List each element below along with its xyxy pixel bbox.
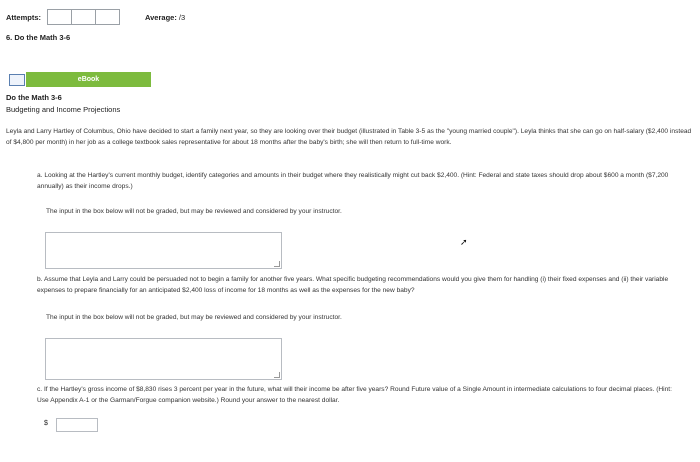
attempt-box bbox=[71, 9, 96, 25]
mouse-cursor-icon: ➚ bbox=[460, 237, 468, 247]
section-subtitle: Budgeting and Income Projections bbox=[6, 105, 121, 114]
average-label: Average: bbox=[145, 13, 177, 22]
part-a-note: The input in the box below will not be graded, but may be reviewed and considered by your instructor. bbox=[46, 208, 342, 215]
part-a-question: a. Looking at the Hartley's current monthly budget, identify categories and amounts in their budget where they realistically might cut back $2,400. (Hint: Federal and state taxes should drop about $600 a month ($7,200 annually) as their income drops.) bbox=[37, 172, 669, 190]
part-b-question: b. Assume that Leyla and Larry could be persuaded not to begin a family for another five years. What specific budgeting recommendations would you give them for handling (i) their fixed expenses and (ii) their variable expenses to prepare financially for an anticipated $2,400 loss of income for 18 months as well as the expenses for the new baby? bbox=[37, 276, 669, 294]
question-title: 6. Do the Math 3-6 bbox=[6, 33, 71, 42]
problem-intro: Leyla and Larry Hartley of Columbus, Ohio have decided to start a family next year, so they are looking over their budget (illustrated in Table 3-5 as the "young married couple"). Leyla thinks that she can go on half-salary ($2,400 instead of $4,800 per month) in her job as a college textbook sales representative for about 18 months after the baby's birth; she will then return to full-time work. bbox=[6, 128, 692, 146]
ebook-button[interactable]: eBook bbox=[26, 72, 151, 87]
resize-handle-icon[interactable] bbox=[274, 372, 280, 378]
attempt-box bbox=[95, 9, 120, 25]
average-score bbox=[145, 13, 185, 22]
part-c-answer-input[interactable] bbox=[56, 418, 98, 432]
attempts-indicator bbox=[47, 9, 119, 25]
attempts-label: Attempts: bbox=[6, 13, 41, 22]
part-a-answer-textarea[interactable] bbox=[45, 232, 282, 269]
average-value: /3 bbox=[178, 13, 186, 22]
attempt-box bbox=[47, 9, 72, 25]
currency-symbol: $ bbox=[44, 420, 48, 427]
part-b-answer-textarea[interactable] bbox=[45, 338, 282, 380]
part-b-note: The input in the box below will not be graded, but may be reviewed and considered by your instructor. bbox=[46, 314, 342, 321]
book-icon[interactable] bbox=[9, 74, 25, 86]
section-title: Do the Math 3-6 bbox=[6, 93, 62, 102]
part-c-question: c. If the Hartley's gross income of $8,830 rises 3 percent per year in the future, what will their income be after five years? Round Future value of a Single Amount in intermediate calculations to four decimal places. (Hint: Use Appendix A-1 or the Garman/Forgue companion website.) Round your answer to the nearest dollar. bbox=[37, 386, 672, 404]
resize-handle-icon[interactable] bbox=[274, 261, 280, 267]
